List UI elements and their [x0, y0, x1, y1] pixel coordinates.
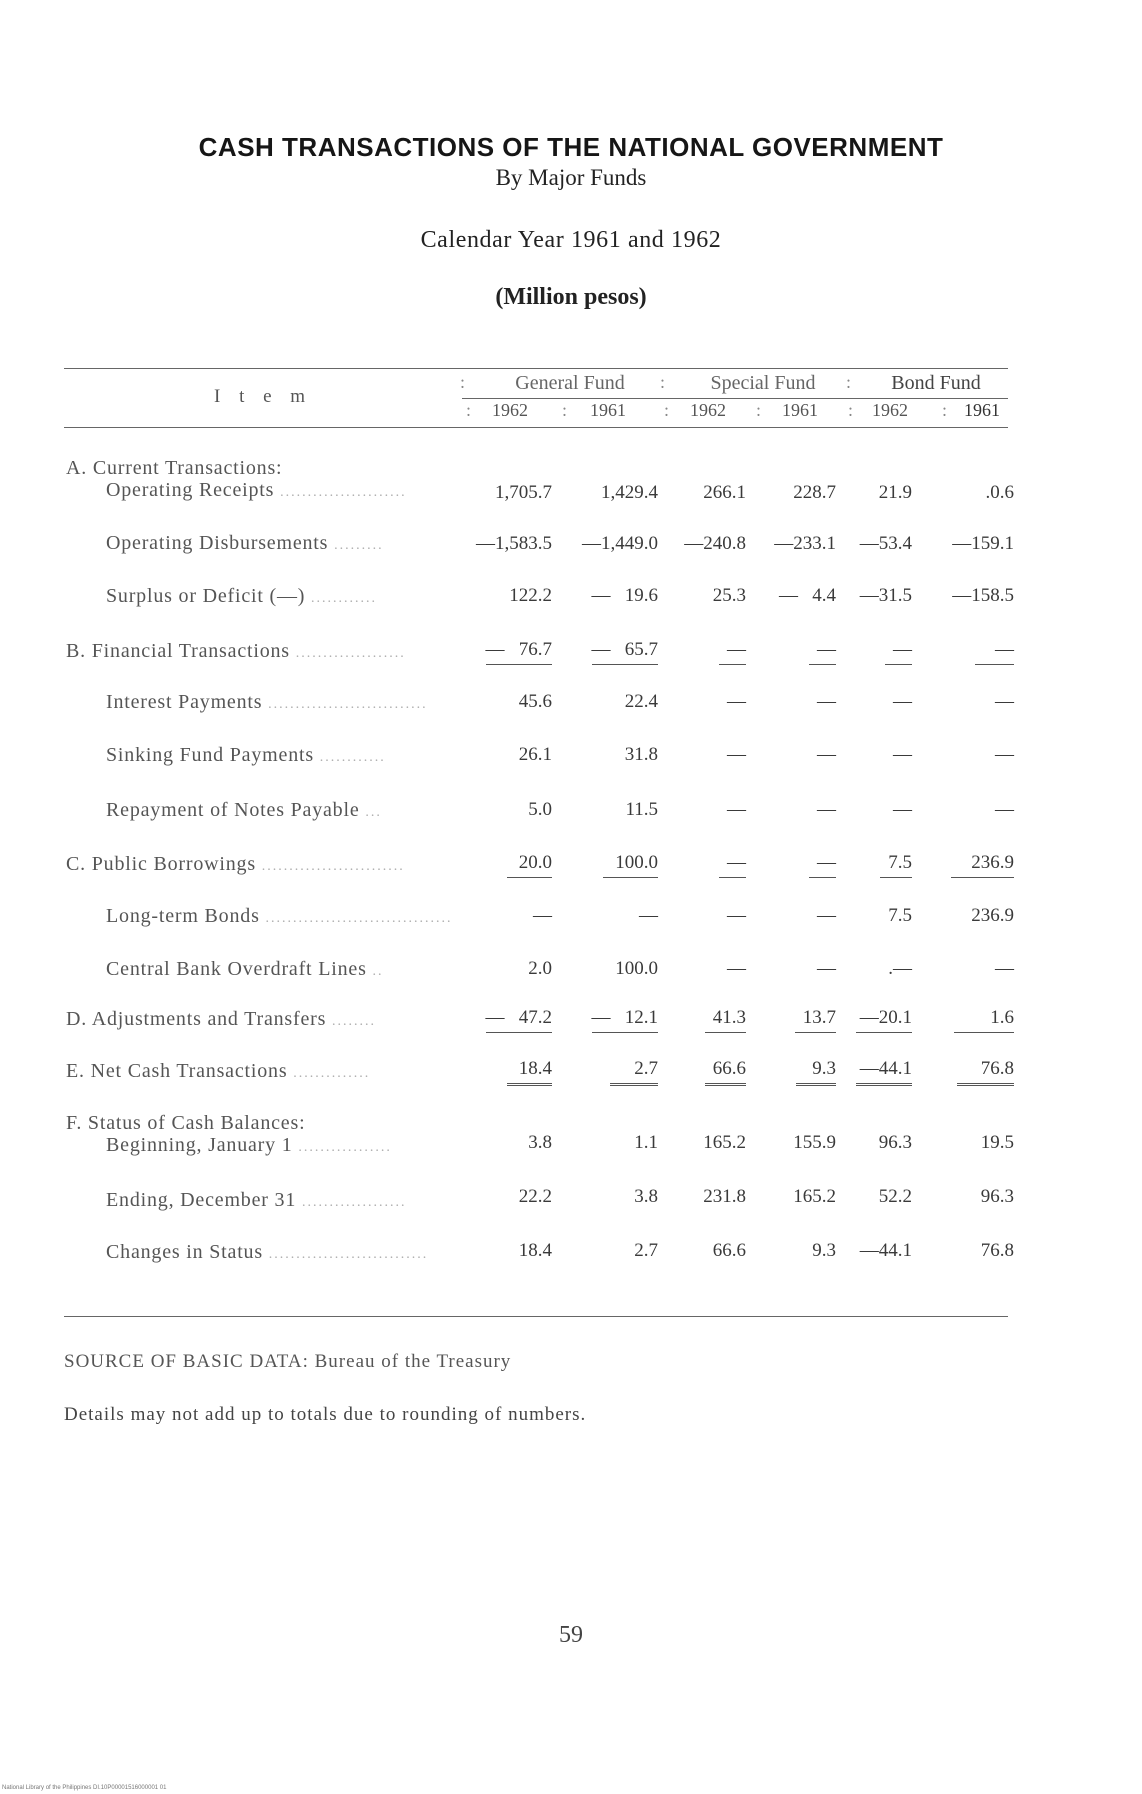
source-note: SOURCE OF BASIC DATA: Bureau of the Treasury [64, 1351, 512, 1372]
table-cell: — 65.7 [562, 639, 658, 665]
table-cell: — [817, 905, 836, 926]
table-cell: —240.8 [684, 533, 746, 554]
report-period: Calendar Year 1961 and 1962 [420, 227, 722, 253]
table-cell: — [893, 799, 912, 820]
row-label: Operating Disbursements ......... [106, 532, 384, 554]
row-label: Central Bank Overdraft Lines .. [106, 958, 384, 980]
table-cell: — [639, 905, 658, 926]
table-bottom-rule [64, 1316, 1008, 1317]
table-cell: — [650, 639, 746, 665]
table-cell: — 12.1 [562, 1007, 658, 1033]
table-cell: .— [888, 958, 912, 979]
report-subtitle: By Major Funds [495, 165, 647, 190]
header-separator: : [466, 400, 472, 420]
table-cell: 100.0 [615, 958, 658, 979]
row-label: Ending, December 31 ................... [106, 1189, 407, 1211]
item-column-header: I t e m [214, 386, 313, 407]
table-cell: 1,429.4 [601, 482, 658, 503]
scan-credit: National Library of the Philippines DI.10P00001516000001 01 [2, 1785, 167, 1791]
header-separator: : [756, 400, 762, 420]
row-label: Operating Receipts ....................... [106, 479, 407, 501]
table-cell: 1,705.7 [495, 482, 552, 503]
header-separator: : [460, 372, 466, 392]
report-title: CASH TRANSACTIONS OF THE NATIONAL GOVERNMENT [198, 132, 944, 162]
header-separator: : [664, 400, 670, 420]
table-cell: — [918, 639, 1014, 665]
table-cell: — [727, 744, 746, 765]
table-cell: .0.6 [985, 482, 1014, 503]
table-cell: — [995, 958, 1014, 979]
table-cell: 13.7 [740, 1007, 836, 1033]
row-label: A. Current Transactions: [66, 457, 283, 479]
table-cell: —233.1 [774, 533, 836, 554]
table-cell: —1,449.0 [582, 533, 658, 554]
table-cell: — [816, 639, 912, 665]
table-cell: — [650, 852, 746, 878]
table-cell: 96.3 [878, 1132, 912, 1153]
row-label: C. Public Borrowings .......................... [66, 853, 405, 875]
table-cell: 2.0 [528, 958, 552, 979]
rounding-note: Details may not add up to totals due to rounding of numbers. [64, 1404, 587, 1425]
row-label: Interest Payments ............................. [106, 691, 428, 713]
table-cell: 7.5 [816, 852, 912, 878]
header-separator: : [660, 372, 666, 392]
group-underline [462, 398, 1008, 399]
group-header-bond-fund: Bond Fund [891, 372, 981, 394]
table-cell: — [893, 744, 912, 765]
table-cell: 7.5 [888, 905, 912, 926]
page-number: 59 [559, 1622, 583, 1648]
row-label: F. Status of Cash Balances: [66, 1112, 306, 1134]
table-cell: 66.6 [650, 1058, 746, 1086]
header-separator: : [562, 400, 568, 420]
row-label: E. Net Cash Transactions .............. [66, 1060, 371, 1082]
table-cell: 76.8 [980, 1240, 1014, 1261]
header-separator: : [848, 400, 854, 420]
header-separator: : [846, 372, 852, 392]
header-separator: : [942, 400, 948, 420]
table-cell: 2.7 [634, 1240, 658, 1261]
table-cell: 1.1 [634, 1132, 658, 1153]
table-cell: — [817, 799, 836, 820]
table-cell: —1,583.5 [476, 533, 552, 554]
table-cell: —20.1 [816, 1007, 912, 1033]
year-header: 1962 [492, 400, 528, 420]
table-cell: — [727, 958, 746, 979]
row-label: Surplus or Deficit (—) ............ [106, 585, 378, 607]
table-cell: 9.3 [812, 1240, 836, 1261]
row-label: Repayment of Notes Payable ... [106, 799, 382, 821]
table-cell: 26.1 [518, 744, 552, 765]
table-cell: 228.7 [793, 482, 836, 503]
table-cell: — [893, 691, 912, 712]
table-cell: 122.2 [509, 585, 552, 606]
table-top-rule [64, 368, 1008, 369]
table-cell: 165.2 [793, 1186, 836, 1207]
table-cell: 25.3 [712, 585, 746, 606]
table-cell: — [727, 691, 746, 712]
table-cell: — [740, 852, 836, 878]
table-cell: — [995, 691, 1014, 712]
table-cell: — [995, 744, 1014, 765]
table-cell: 155.9 [793, 1132, 836, 1153]
table-cell: — [533, 905, 552, 926]
table-cell: 18.4 [518, 1240, 552, 1261]
table-cell: 66.6 [712, 1240, 746, 1261]
row-label: Long-term Bonds .................................. [106, 905, 453, 927]
row-label: B. Financial Transactions .................... [66, 640, 406, 662]
header-bottom-rule [64, 427, 1008, 428]
table-cell: 100.0 [562, 852, 658, 878]
row-label: Beginning, January 1 ................. [106, 1134, 392, 1156]
table-cell: 96.3 [980, 1186, 1014, 1207]
table-cell: — [817, 958, 836, 979]
year-header: 1961 [590, 400, 626, 420]
table-cell: 5.0 [528, 799, 552, 820]
table-cell: — [817, 691, 836, 712]
table-cell: 31.8 [624, 744, 658, 765]
table-cell: — 76.7 [456, 639, 552, 665]
year-header: 1962 [690, 400, 726, 420]
table-cell: —158.5 [952, 585, 1014, 606]
group-header-special-fund: Special Fund [710, 372, 816, 394]
year-header: 1961 [782, 400, 818, 420]
group-header-general-fund: General Fund [515, 372, 625, 394]
table-cell: — [727, 799, 746, 820]
table-cell: 21.9 [878, 482, 912, 503]
table-cell: 236.9 [918, 852, 1014, 878]
table-cell: 22.2 [518, 1186, 552, 1207]
table-cell: 236.9 [971, 905, 1014, 926]
table-cell: 2.7 [562, 1058, 658, 1086]
table-cell: 165.2 [703, 1132, 746, 1153]
table-cell: 266.1 [703, 482, 746, 503]
row-label: D. Adjustments and Transfers ........ [66, 1008, 376, 1030]
table-cell: —53.4 [859, 533, 912, 554]
table-cell: 3.8 [528, 1132, 552, 1153]
report-unit: (Million pesos) [495, 284, 647, 310]
table-cell: — 4.4 [779, 585, 836, 606]
year-header: 1961 [964, 400, 1000, 420]
table-cell: 45.6 [518, 691, 552, 712]
table-cell: 76.8 [918, 1058, 1014, 1086]
table-cell: 231.8 [703, 1186, 746, 1207]
table-cell: — 19.6 [591, 585, 658, 606]
table-cell: 22.4 [624, 691, 658, 712]
table-cell: — 47.2 [456, 1007, 552, 1033]
table-cell: — [817, 744, 836, 765]
year-header: 1962 [872, 400, 908, 420]
table-cell: 20.0 [456, 852, 552, 878]
row-label: Sinking Fund Payments ............ [106, 744, 386, 766]
table-cell: 3.8 [634, 1186, 658, 1207]
table-cell: 1.6 [918, 1007, 1014, 1033]
table-cell: — [727, 905, 746, 926]
row-label: Changes in Status ............................. [106, 1241, 429, 1263]
table-cell: 11.5 [625, 799, 658, 820]
table-cell: — [740, 639, 836, 665]
table-cell: — [995, 799, 1014, 820]
table-cell: 9.3 [740, 1058, 836, 1086]
table-cell: —44.1 [859, 1240, 912, 1261]
table-cell: 41.3 [650, 1007, 746, 1033]
table-cell: 52.2 [878, 1186, 912, 1207]
table-cell: —159.1 [952, 533, 1014, 554]
table-cell: 18.4 [456, 1058, 552, 1086]
table-cell: —44.1 [816, 1058, 912, 1086]
table-cell: —31.5 [859, 585, 912, 606]
table-cell: 19.5 [980, 1132, 1014, 1153]
